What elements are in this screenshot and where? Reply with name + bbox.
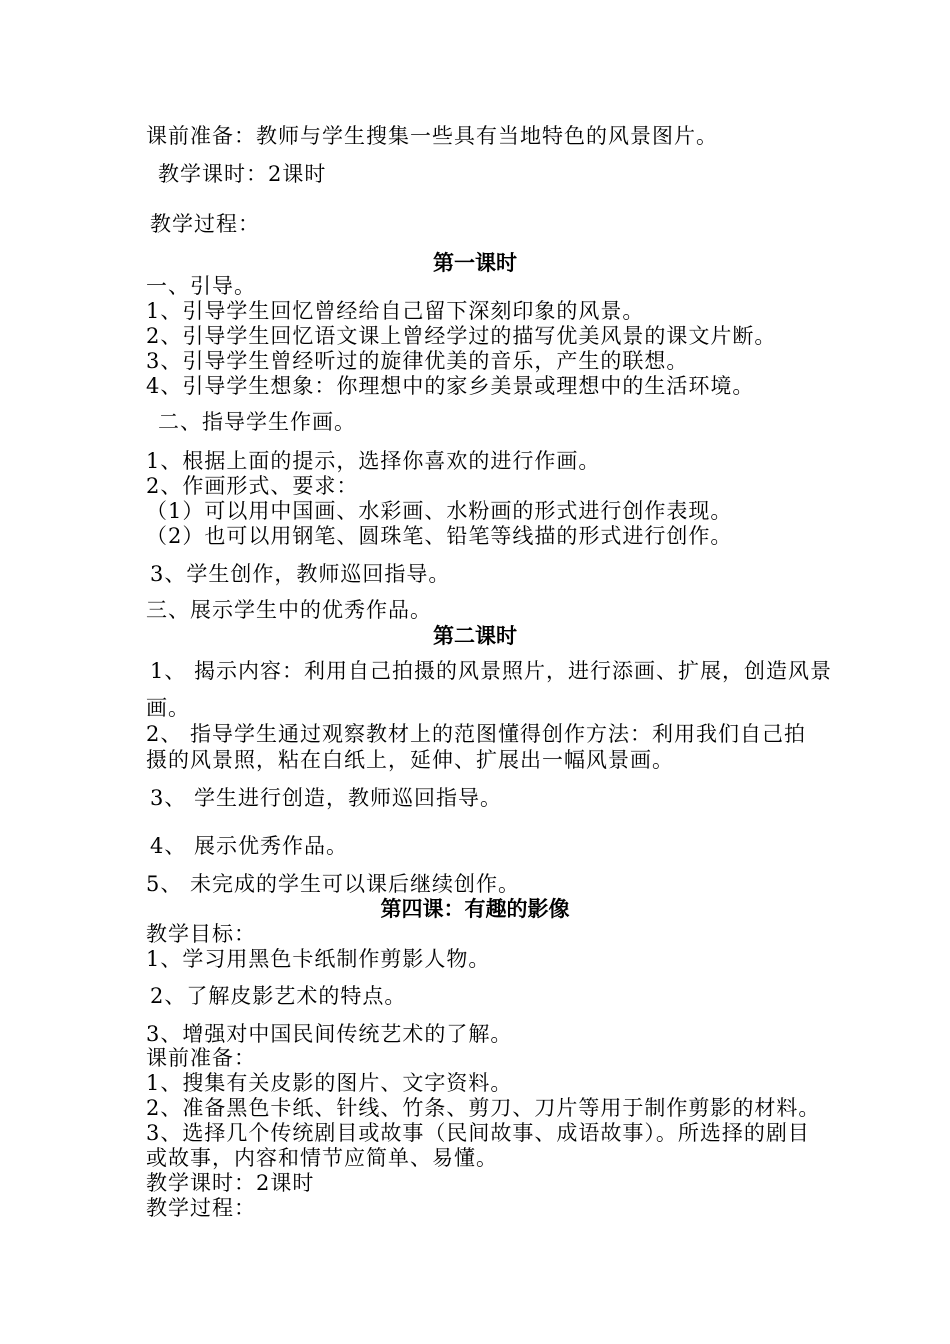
hours-line-2: 教学课时：2课时 — [146, 1171, 315, 1195]
section-showcase: 三、展示学生中的优秀作品。 — [146, 598, 432, 622]
section-guide: 一、引导。 — [146, 274, 256, 298]
list-item: 画。 — [146, 696, 190, 720]
hours-line: 教学课时：2课时 — [158, 162, 327, 186]
prep-line: 课前准备：教师与学生搜集一些具有当地特色的风景图片。 — [146, 124, 718, 148]
list-item: 2、引导学生回忆语文课上曾经学过的描写优美风景的课文片断。 — [146, 324, 777, 348]
list-item: 2、 指导学生通过观察教材上的范图懂得创作方法：利用我们自己拍 — [146, 722, 807, 746]
list-item: 1、 揭示内容：利用自己拍摄的风景照片，进行添画、扩展，创造风景 — [150, 659, 833, 683]
list-item: 1、根据上面的提示，选择你喜欢的进行作画。 — [146, 449, 601, 473]
list-item: 2、准备黑色卡纸、针线、竹条、剪刀、刀片等用于制作剪影的材料。 — [146, 1096, 821, 1120]
process-line-2: 教学过程： — [146, 1196, 256, 1220]
goals-label: 教学目标： — [146, 922, 256, 946]
list-item: 5、 未完成的学生可以课后继续创作。 — [146, 872, 521, 896]
list-item: 4、引导学生想象：你理想中的家乡美景或理想中的生活环境。 — [146, 374, 755, 398]
list-item: 3、 学生进行创造，教师巡回指导。 — [150, 786, 503, 810]
list-item: 3、引导学生曾经听过的旋律优美的音乐，产生的联想。 — [146, 349, 689, 373]
list-item: 4、 展示优秀作品。 — [150, 834, 349, 858]
list-item: 3、选择几个传统剧目或故事（民间故事、成语故事）。所选择的剧目 — [146, 1121, 810, 1145]
list-item: 1、搜集有关皮影的图片、文字资料。 — [146, 1071, 513, 1095]
heading-lesson-4: 第四课：有趣的影像 — [380, 897, 570, 921]
heading-lesson-2: 第二课时 — [433, 624, 517, 648]
list-item: 1、学习用黑色卡纸制作剪影人物。 — [146, 947, 491, 971]
list-item: 2、作画形式、要求： — [146, 474, 359, 498]
list-item: 3、增强对中国民间传统艺术的了解。 — [146, 1022, 513, 1046]
list-item: 2、了解皮影艺术的特点。 — [150, 984, 407, 1008]
list-item: （1）可以用中国画、水彩画、水粉画的形式进行创作表现。 — [146, 499, 733, 523]
prep-label: 课前准备： — [146, 1046, 256, 1070]
list-item: 摄的风景照，粘在白纸上，延伸、扩展出一幅风景画。 — [146, 748, 674, 772]
section-drawing: 二、指导学生作画。 — [158, 410, 356, 434]
list-item: 或故事，内容和情节应简单、易懂。 — [146, 1146, 498, 1170]
list-item: 3、学生创作，教师巡回指导。 — [150, 562, 451, 586]
process-line: 教学过程： — [150, 212, 260, 236]
list-item: （2）也可以用钢笔、圆珠笔、铅笔等线描的形式进行创作。 — [146, 524, 733, 548]
heading-lesson-1: 第一课时 — [433, 251, 517, 275]
list-item: 1、引导学生回忆曾经给自己留下深刻印象的风景。 — [146, 299, 645, 323]
